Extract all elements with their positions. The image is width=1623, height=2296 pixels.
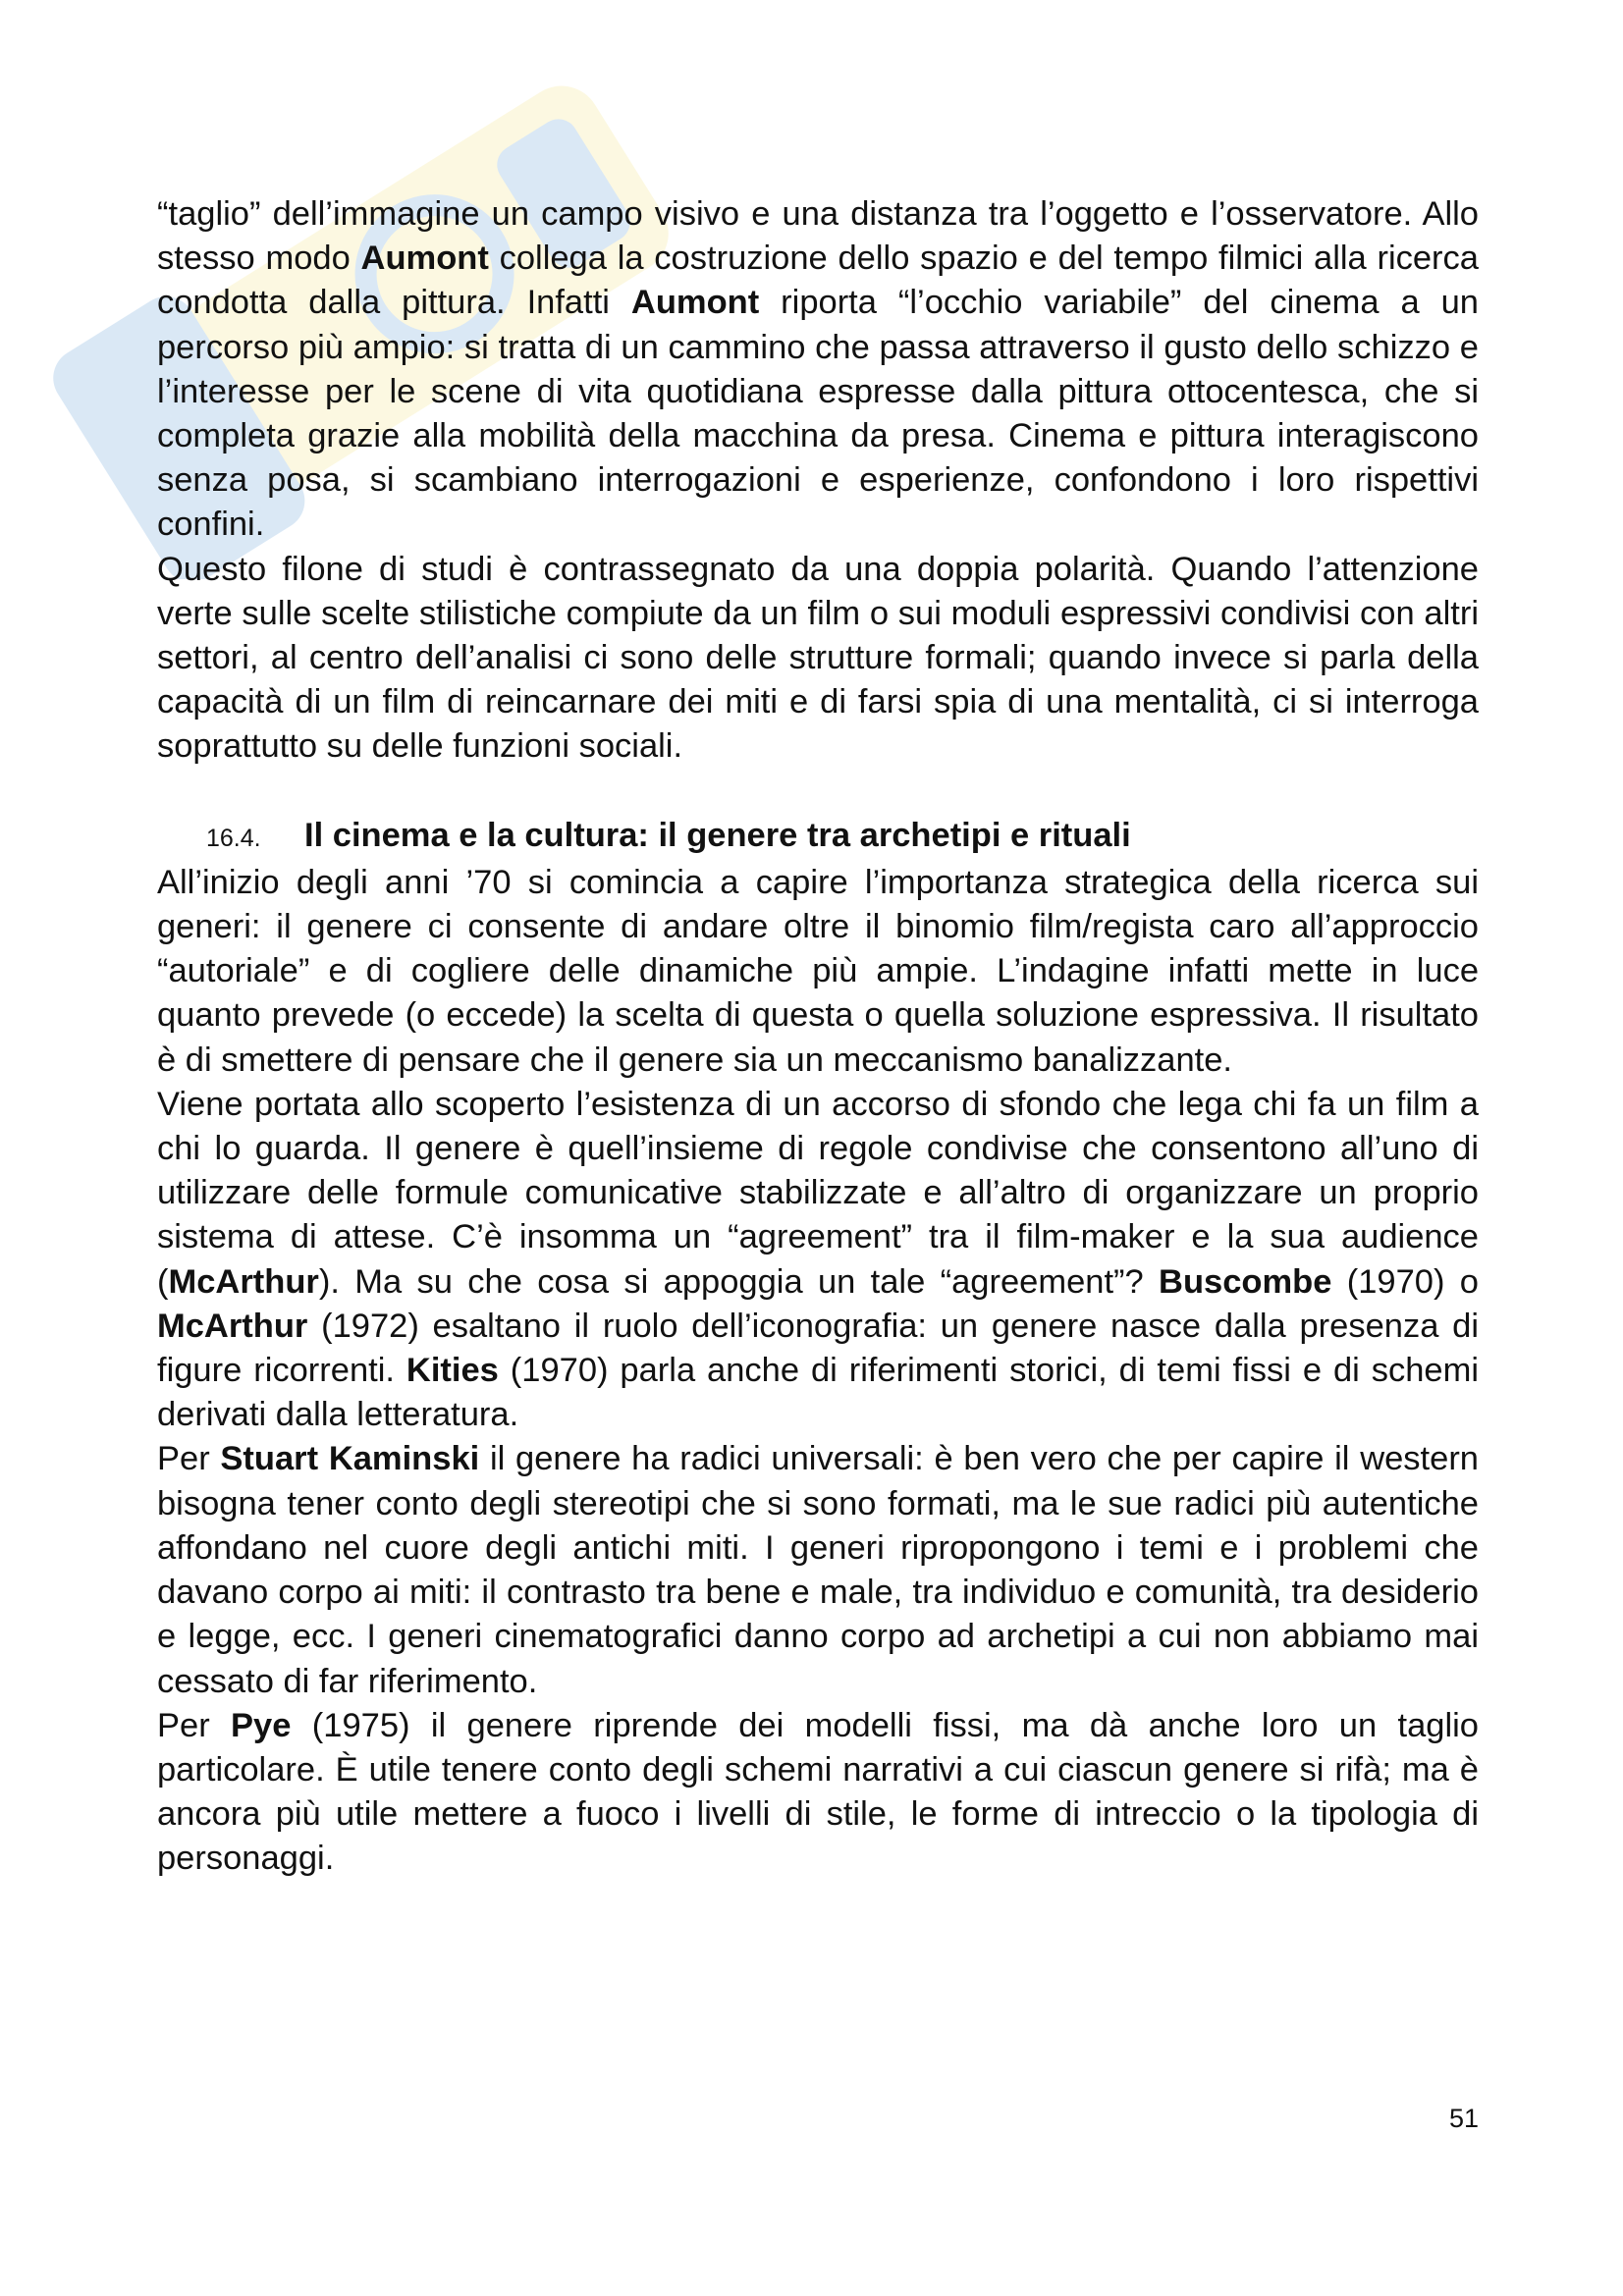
section-number: 16.4. xyxy=(206,824,261,852)
paragraph-aumont: “taglio” dell’immagine un campo visivo e una distanza tra l’oggetto e l’osservatore. Allo stesso modo Aumont collega la costruzione dello spazio e del tempo filmici alla ricerca condotta dalla pittura. Infatti Aumont riporta “l’occhio variabile” del cinema a un percorso più ampio: si tratta di un cammino che passa attraverso il gusto dello schizzo e l’interesse per le scene di vita quotidiana espresse dalla pittura ottocentesca, che si completa grazie alla mobilità della macchina da presa. Cinema e pittura interagiscono senza posa, si scambiano interrogazioni e esperienze, confondono i loro rispettivi confini. xyxy=(157,195,1479,544)
author-name: Buscombe xyxy=(1159,1262,1332,1301)
author-name: Kities xyxy=(406,1352,499,1390)
author-name: Stuart Kaminski xyxy=(220,1440,480,1478)
author-name: Aumont xyxy=(360,240,489,278)
page-number: 51 xyxy=(1448,2104,1479,2133)
paragraph-kaminski: Per Stuart Kaminski il genere ha radici universali: è ben vero che per capire il western bisogna tener conto degli stereotipi che si sono formati, ma le sue radici più autentiche affondano nel cuore degli antichi miti. I generi ripropongono i temi e i problemi che davano corpo ai miti: il contrasto tra bene e male, tra individuo e comunità, tra desiderio e legge, ecc. I generi cinematografici danno corpo ad archetipi a cui non abbiamo mai cessato di far riferimento. xyxy=(157,1440,1479,1700)
paragraph-polarity: Questo filone di studi è contrassegnato da una doppia polarità. Quando l’attenzione verte sulle scelte stilistiche compiute da un film o sui moduli espressivi condivisi con altri settori, al centro dell’analisi ci sono delle strutture formali; quando invece si parla della capacità di un film di reincarnare dei miti e di farsi spia di una mentalità, ci si interroga soprattutto su delle funzioni sociali. xyxy=(157,550,1479,766)
section-title: Il cinema e la cultura: il genere tra archetipi e rituali xyxy=(304,816,1131,854)
author-name: McArthur xyxy=(168,1262,319,1301)
paragraph-genre-intro: All’inizio degli anni ’70 si comincia a capire l’importanza strategica della ricerca sui generi: il genere ci consente di andare oltre il binomio film/regista caro all’approccio “autoriale” e di cogliere delle dinamiche più ampie. L’indagine infatti mette in luce quanto prevede (o eccede) la scelta di questa o quella soluzione espressiva. Il risultato è di smettere di pensare che il genere sia un meccanismo banalizzante. xyxy=(157,863,1479,1079)
author-name: McArthur xyxy=(157,1307,308,1345)
document-page xyxy=(157,192,1479,1882)
paragraph-gap xyxy=(157,770,1479,814)
paragraph-pye: Per Pye (1975) il genere riprende dei modelli fissi, ma dà anche loro un taglio particolare. È utile tenere conto degli schemi narrativi a cui ciascun genere si rifà; ma è ancora più utile mettere a fuoco i livelli di stile, le forme di intreccio o la tipologia di personaggi. xyxy=(157,1706,1479,1878)
section-heading xyxy=(157,814,1479,861)
author-name: Pye xyxy=(231,1706,292,1744)
paragraph-agreement: Viene portata allo scoperto l’esistenza di un accorso di sfondo che lega chi fa un film a chi lo guarda. Il genere è quell’insieme di regole condivise che consentono all’uno di utilizzare delle formule comunicative stabilizzate e all’altro di organizzare un proprio sistema di attese. C’è insomma un “agreement” tra il film-maker e la sua audience (McArthur). Ma su che cosa si appoggia un tale “agreement”? Buscombe (1970) o McArthur (1972) esaltano il ruolo dell’iconografia: un genere nasce dalla presenza di figure ricorrenti. Kities (1970) parla anche di riferimenti storici, di temi fissi e di schemi derivati dalla letteratura. xyxy=(157,1085,1479,1434)
author-name: Aumont xyxy=(630,284,760,322)
